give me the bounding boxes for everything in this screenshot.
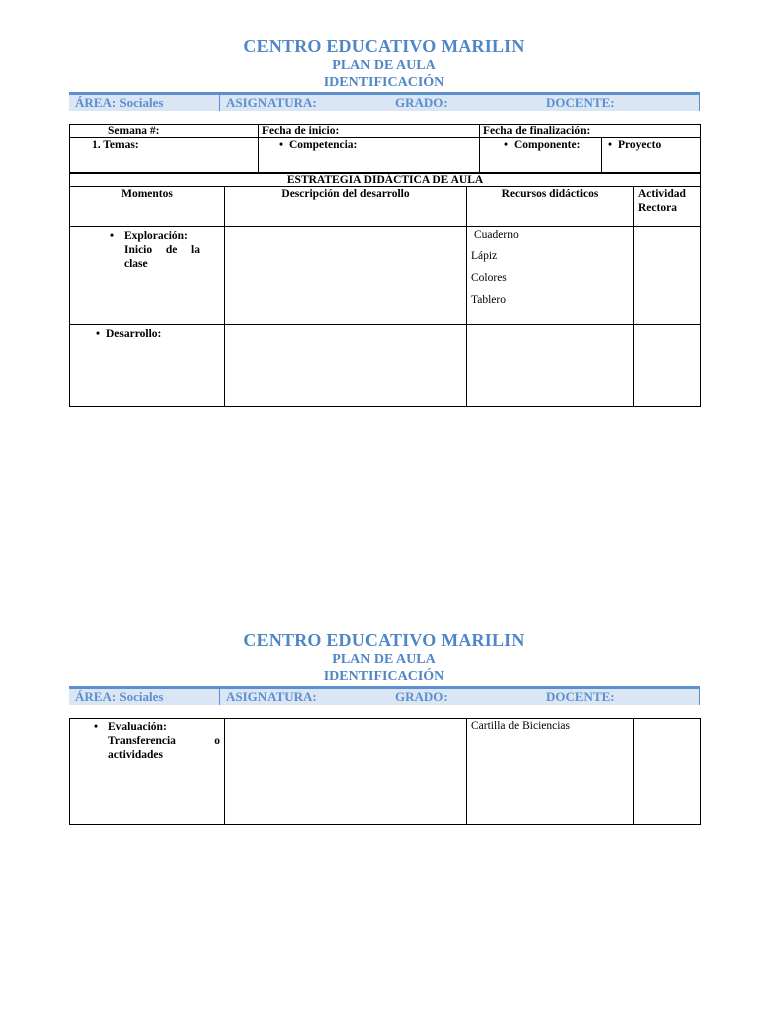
estrategia-header: ESTRATEGIA DIDÁCTICA DE AULA bbox=[70, 174, 701, 187]
col-actividad: Actividad Rectora bbox=[634, 187, 701, 227]
area-label: ÁREA: Sociales bbox=[75, 95, 164, 110]
evaluacion-actividad bbox=[634, 719, 701, 825]
docente-label: DOCENTE: bbox=[546, 689, 615, 704]
bullet-icon bbox=[498, 139, 514, 151]
exploracion-label: Exploración: bbox=[124, 230, 188, 242]
school-name: CENTRO EDUCATIVO MARILIN bbox=[243, 36, 525, 56]
col-recursos: Recursos didácticos bbox=[467, 187, 634, 227]
identification-bar bbox=[69, 92, 700, 111]
evaluacion-text-1: Transferencia o bbox=[108, 735, 220, 747]
school-name: CENTRO EDUCATIVO MARILIN bbox=[243, 630, 525, 650]
bullet-icon bbox=[88, 720, 108, 762]
plan-title: PLAN DE AULA bbox=[332, 652, 436, 667]
exploracion-text-2: clase bbox=[124, 258, 148, 270]
identificacion-title: IDENTIFICACIÓN bbox=[323, 669, 445, 684]
evaluacion-cell bbox=[70, 719, 225, 825]
proyecto-label: Proyecto bbox=[618, 139, 662, 151]
docente-label: DOCENTE: bbox=[546, 95, 615, 110]
plan-title: PLAN DE AULA bbox=[332, 58, 436, 73]
col-momentos: Momentos bbox=[70, 187, 225, 227]
bar-end-divider bbox=[699, 95, 700, 111]
col-descripcion: Descripción del desarrollo bbox=[225, 187, 467, 227]
evaluacion-recursos bbox=[467, 719, 634, 825]
exploracion-actividad bbox=[634, 227, 701, 325]
bar-end-divider bbox=[699, 689, 700, 705]
fecha-inicio-cell: Fecha de inicio: bbox=[259, 125, 480, 138]
info-table bbox=[69, 124, 701, 173]
grado-label: GRADO: bbox=[395, 689, 448, 704]
asignatura-label: ASIGNATURA: bbox=[226, 95, 317, 110]
temas-cell: 1. Temas: bbox=[70, 138, 259, 173]
semana-cell: Semana #: bbox=[70, 125, 259, 138]
componente-cell bbox=[480, 138, 602, 173]
evaluacion-label: Evaluación: bbox=[108, 721, 167, 733]
componente-label: Componente: bbox=[514, 139, 581, 151]
recurso-item: Lápiz bbox=[471, 250, 498, 262]
bar-divider bbox=[219, 95, 220, 111]
exploracion-cell bbox=[70, 227, 225, 325]
desarrollo-recursos bbox=[467, 325, 634, 407]
exploracion-text-1: Inicio de la bbox=[124, 244, 200, 256]
bullet-icon bbox=[602, 139, 618, 151]
evaluacion-text-2: actividades bbox=[108, 749, 163, 761]
competencia-label: Competencia: bbox=[289, 139, 358, 151]
recurso-item: Tablero bbox=[471, 294, 506, 306]
strategy-table bbox=[69, 173, 701, 407]
evaluacion-descripcion bbox=[225, 719, 467, 825]
desarrollo-cell bbox=[70, 325, 225, 407]
identificacion-title: IDENTIFICACIÓN bbox=[323, 75, 445, 90]
desarrollo-label: Desarrollo: bbox=[106, 328, 162, 340]
bullet-icon bbox=[273, 139, 289, 151]
evaluation-table bbox=[69, 718, 701, 825]
exploracion-descripcion bbox=[225, 227, 467, 325]
recurso-item: Cartilla de Biciencias bbox=[471, 720, 570, 732]
competencia-cell bbox=[259, 138, 480, 173]
bullet-icon bbox=[90, 328, 106, 340]
recurso-item: Cuaderno bbox=[474, 229, 519, 241]
fecha-fin-cell: Fecha de finalización: bbox=[480, 125, 701, 138]
area-label: ÁREA: Sociales bbox=[75, 689, 164, 704]
grado-label: GRADO: bbox=[395, 95, 448, 110]
desarrollo-actividad bbox=[634, 325, 701, 407]
identification-bar bbox=[69, 686, 700, 705]
asignatura-label: ASIGNATURA: bbox=[226, 689, 317, 704]
recurso-item: Colores bbox=[471, 272, 507, 284]
proyecto-cell bbox=[602, 138, 701, 173]
desarrollo-descripcion bbox=[225, 325, 467, 407]
bullet-icon bbox=[104, 229, 124, 271]
recursos-cell bbox=[467, 227, 634, 325]
bar-divider bbox=[219, 689, 220, 705]
